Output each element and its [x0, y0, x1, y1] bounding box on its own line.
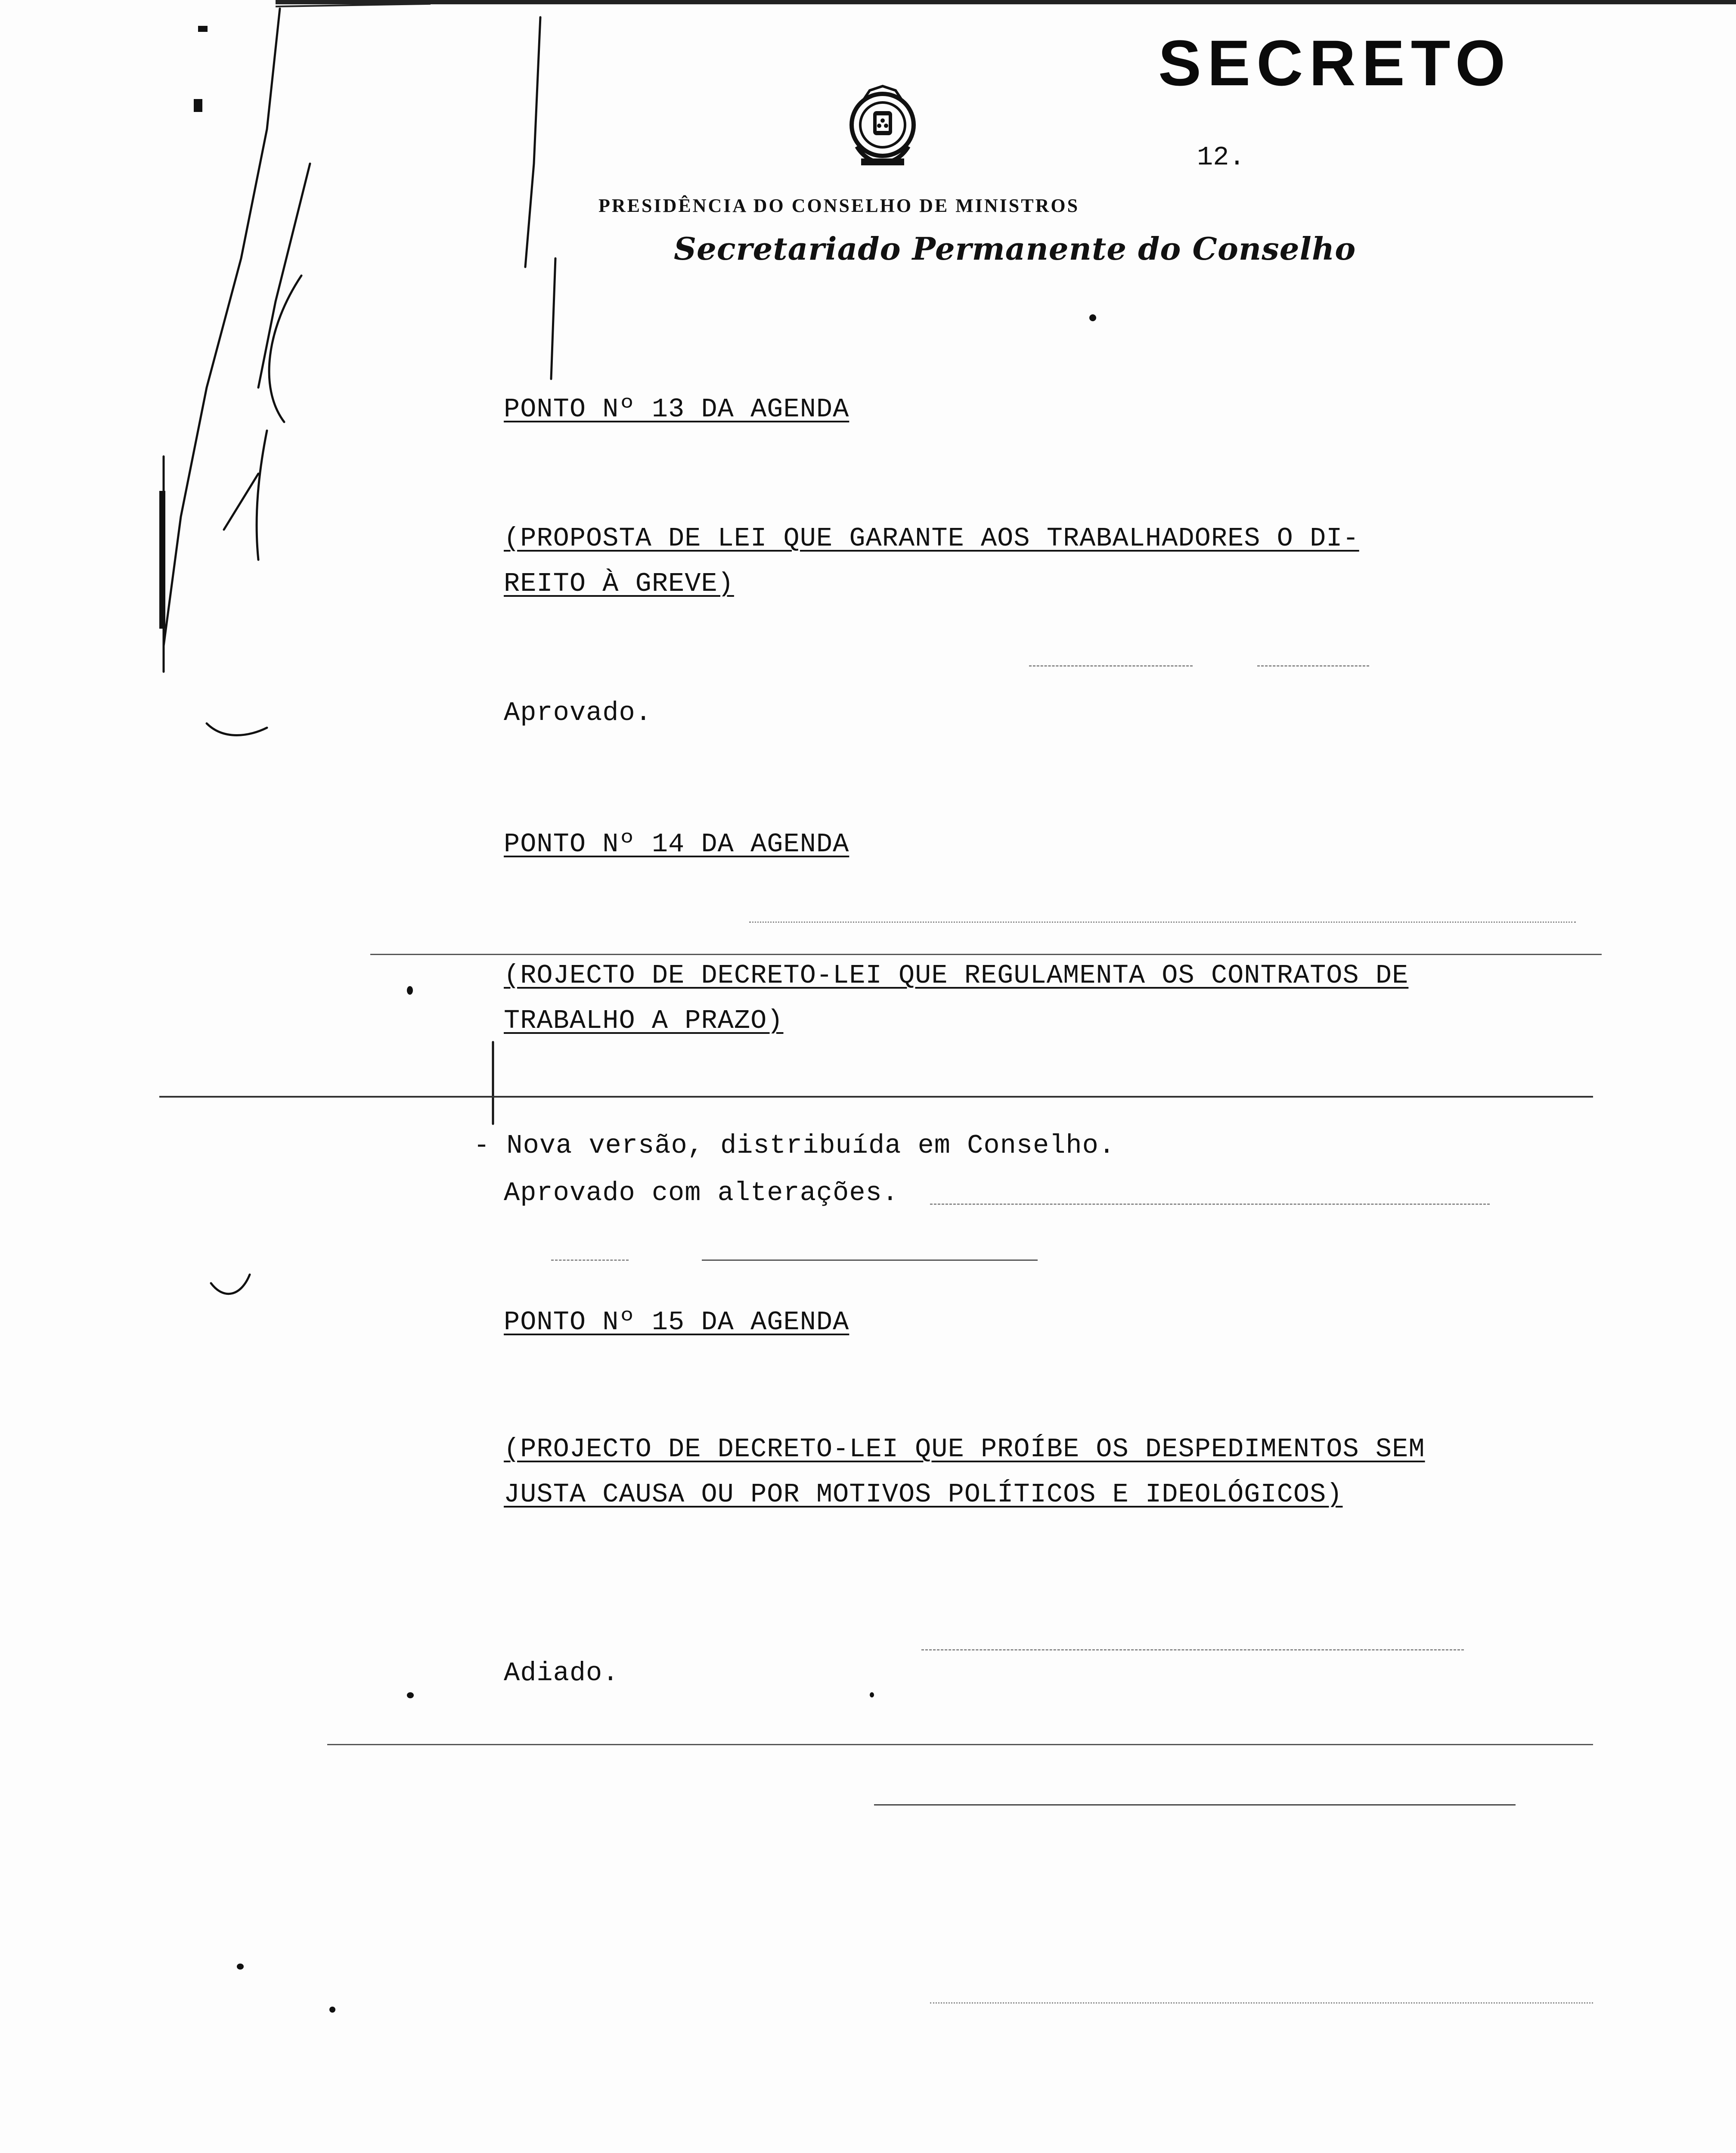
scan-dot	[407, 1692, 414, 1698]
scan-dot	[237, 1964, 244, 1970]
scan-line	[702, 1260, 1038, 1261]
scan-dot	[407, 986, 413, 995]
agenda-item-heading: PONTO Nº 14 DA AGENDA	[504, 829, 849, 859]
agenda-item-title-line: (PROJECTO DE DECRETO-LEI QUE PROÍBE OS DESPEDIMENTOS SEM	[504, 1434, 1425, 1464]
agenda-item-decision: Adiado.	[504, 1658, 619, 1688]
agenda-item-title-line: (ROJECTO DE DECRETO-LEI QUE REGULAMENTA OS CONTRATOS DE	[504, 960, 1409, 991]
scan-line	[370, 954, 1602, 955]
scan-dot	[1089, 314, 1096, 321]
scan-line	[159, 1096, 1593, 1098]
scan-dot	[329, 2007, 335, 2013]
classification-stamp: SECRETO	[1158, 27, 1512, 99]
organization-subtitle: Secretariado Permanente do Conselho	[674, 230, 1356, 267]
agenda-item-decision: Aprovado.	[504, 698, 652, 728]
scan-line	[930, 2002, 1593, 2004]
organization-header: PRESIDÊNCIA DO CONSELHO DE MINISTROS	[598, 195, 1080, 216]
scan-line	[874, 1804, 1516, 1806]
scan-line	[551, 1260, 629, 1261]
scan-line	[930, 1204, 1490, 1205]
scan-dot	[870, 1692, 874, 1697]
agenda-item-decision: Aprovado com alterações.	[504, 1178, 899, 1208]
scan-line	[749, 921, 1576, 923]
agenda-item-decision: - Nova versão, distribuída em Conselho.	[474, 1130, 1116, 1161]
scan-line	[1257, 665, 1369, 667]
page-number: 12.	[1197, 142, 1245, 173]
agenda-item-title-line: JUSTA CAUSA OU POR MOTIVOS POLÍTICOS E IDEOLÓGICOS)	[504, 1479, 1343, 1510]
agenda-item-title-line: TRABALHO A PRAZO)	[504, 1005, 784, 1036]
scan-line	[1029, 665, 1193, 667]
coat-of-arms-icon	[831, 78, 934, 181]
margin-scan-artifacts	[0, 0, 560, 2153]
scan-line	[327, 1744, 1593, 1745]
agenda-item-heading: PONTO Nº 13 DA AGENDA	[504, 394, 849, 425]
scan-line	[921, 1649, 1464, 1650]
agenda-item-heading: PONTO Nº 15 DA AGENDA	[504, 1307, 849, 1337]
agenda-item-title-line: REITO À GREVE)	[504, 568, 734, 599]
agenda-item-title-line: (PROPOSTA DE LEI QUE GARANTE AOS TRABALHADORES O DI-	[504, 523, 1359, 554]
